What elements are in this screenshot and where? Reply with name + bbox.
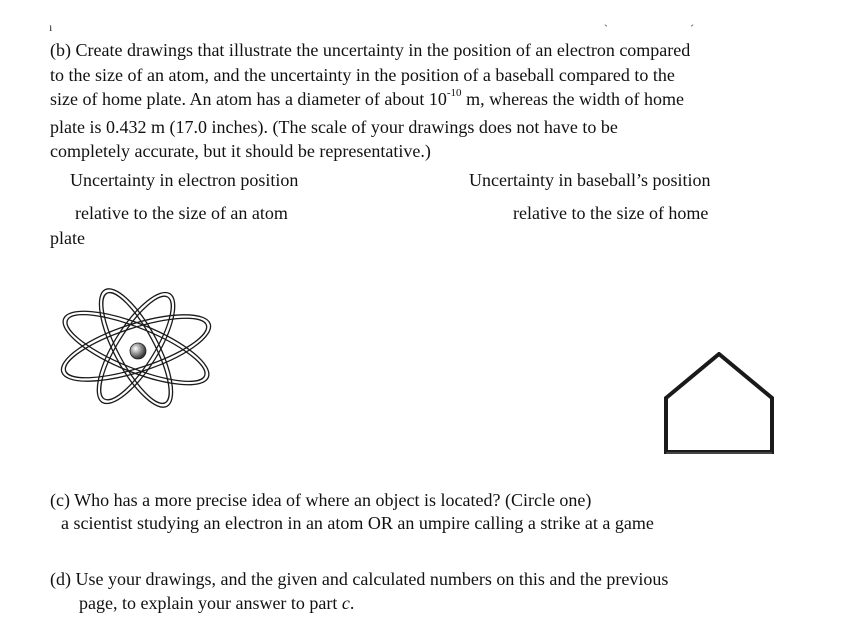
crop-mark-mid: ˋ: [604, 22, 608, 36]
baseball-caption-line-3: plate: [50, 228, 85, 248]
part-d-line-1: (d) Use your drawings, and the given and calculated numbers on this and the previous: [50, 569, 669, 589]
electron-caption-line-1: Uncertainty in electron position: [70, 170, 299, 190]
atom-nucleus: [130, 343, 146, 359]
part-c-options: a scientist studying an electron in an atom OR an umpire calling a strike at a game: [61, 513, 654, 533]
crop-mark-left: ı: [49, 20, 53, 34]
part-b-line-4: plate is 0.432 m (17.0 inches). (The scale of your drawings does not have to be: [50, 116, 618, 137]
part-b-line-1: (b) Create drawings that illustrate the uncertainty in the position of an electron compared: [50, 40, 691, 60]
exponent: -10: [446, 87, 462, 99]
part-b-line-3: [50, 87, 810, 115]
home-plate-drawing: [664, 352, 776, 456]
electron-caption-line-2: relative to the size of an atom: [75, 203, 288, 223]
crop-mark-right: ˊ: [690, 22, 694, 36]
part-c-question: (c) Who has a more precise idea of where an object is located? (Circle one): [50, 490, 592, 510]
part-d-line-2: [79, 591, 354, 616]
baseball-caption-line-1: Uncertainty in baseball’s position: [469, 170, 711, 190]
part-b-line-2: to the size of an atom, and the uncertainty in the position of a baseball compared to the: [50, 64, 675, 85]
home-plate-shape: [666, 354, 772, 452]
atom-drawing: [50, 280, 230, 420]
baseball-caption-line-2: relative to the size of home: [513, 203, 709, 223]
part-reference: c: [341, 593, 350, 613]
part-d-line-2-text: page, to explain your answer to part: [79, 593, 342, 613]
part-d-line-2-period: .: [349, 593, 355, 613]
part-b-line-3-end: m, whereas the width of home: [461, 89, 685, 109]
part-b-paragraph: [50, 38, 810, 164]
part-b-line-3-start: size of home plate. An atom has a diameter of about 10: [50, 89, 447, 109]
part-b-line-5: completely accurate, but it should be representative.): [50, 141, 431, 161]
